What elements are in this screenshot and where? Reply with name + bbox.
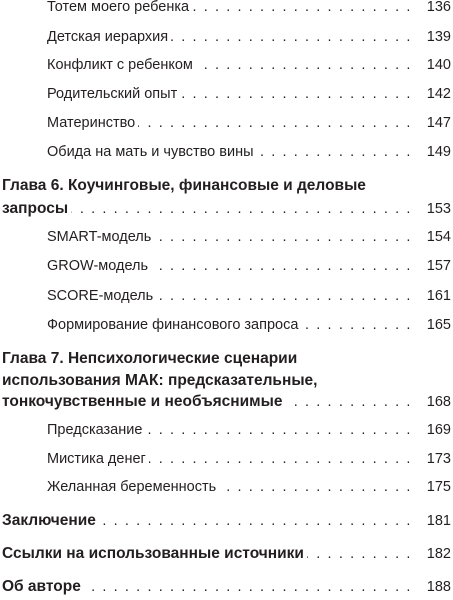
- toc-entry-title: Заключение: [2, 512, 96, 529]
- toc-entry-title: Детская иерархия: [47, 29, 169, 45]
- toc-entry-title: GROW-модель: [47, 258, 149, 274]
- toc-entry-title: Ссылки на использованные источники: [2, 545, 304, 562]
- toc-entry-title: Об авторе: [2, 578, 81, 595]
- toc-entry-hierarchy[interactable]: [0, 26, 453, 48]
- toc-entry-page: 161: [426, 288, 451, 304]
- dot-leader: [219, 476, 412, 498]
- dot-leader: [180, 83, 412, 105]
- toc-entry-page: 142: [426, 86, 451, 102]
- toc-entry-title: Обида на мать и чувство вины: [47, 144, 254, 160]
- chapter-7-title-line-2[interactable]: использования МАК: предсказательные,: [2, 372, 318, 389]
- dot-leader: [286, 391, 413, 413]
- dot-leader: [196, 54, 412, 76]
- toc-entry-title: Формирование финансового запроса: [47, 317, 299, 333]
- toc-entry-score[interactable]: [0, 285, 453, 307]
- toc-entry-page: 169: [426, 422, 451, 438]
- dot-leader: [149, 448, 412, 470]
- toc-entry-parent-experience[interactable]: [0, 83, 453, 105]
- toc-entry-title: тонкочувственные и необъяснимые: [2, 393, 283, 410]
- chapter-6-title-line-2[interactable]: [0, 198, 453, 220]
- toc-entry-title: SMART-модель: [47, 229, 152, 245]
- dot-leader: [84, 576, 412, 598]
- dot-leader: [154, 226, 412, 248]
- toc-entry-title: Родительский опыт: [47, 86, 178, 102]
- toc-entry-totem[interactable]: [0, 0, 453, 18]
- dot-leader: [71, 198, 412, 220]
- toc-entry-grow[interactable]: [0, 255, 453, 277]
- toc-entry-title: запросы: [2, 200, 69, 217]
- dot-leader: [145, 419, 412, 441]
- toc-entry-title: Мистика денег: [47, 451, 146, 467]
- toc-entry-page: 168: [426, 394, 451, 410]
- toc-entry-page: 147: [426, 115, 451, 131]
- dot-leader: [307, 543, 412, 565]
- toc-entry-title: Конфликт с ребенком: [47, 57, 193, 73]
- dot-leader: [257, 141, 412, 163]
- toc-entry-page: 165: [426, 317, 451, 333]
- toc-entry-page: 188: [426, 579, 451, 595]
- toc-entry-page: 154: [426, 229, 451, 245]
- chapter-6-title-line-1[interactable]: Глава 6. Коучинговые, финансовые и деловые: [2, 177, 366, 194]
- toc-entry-page: 182: [426, 546, 451, 562]
- toc-entry-title: Материнство: [47, 115, 136, 131]
- toc-entry-title: Предсказание: [47, 422, 143, 438]
- toc-entry-conclusion[interactable]: [0, 510, 453, 532]
- toc-entry-page: 149: [426, 144, 451, 160]
- toc-entry-page: 140: [426, 57, 451, 73]
- toc-entry-title: SCORE-модель: [47, 288, 154, 304]
- chapter-7-title-line-3[interactable]: [0, 391, 453, 413]
- dot-leader: [99, 510, 412, 532]
- toc-entry-page: 153: [426, 201, 451, 217]
- toc-entry-title: Желанная беременность: [47, 479, 217, 495]
- toc-entry-prediction[interactable]: [0, 419, 453, 441]
- toc-entry-title: Тотем моего ребенка: [47, 0, 190, 15]
- toc-entry-about-author[interactable]: [0, 576, 453, 598]
- toc-entry-smart[interactable]: [0, 226, 453, 248]
- toc-entry-references[interactable]: [0, 543, 453, 565]
- toc-entry-financial-request[interactable]: [0, 314, 453, 336]
- toc-entry-page: 173: [426, 451, 451, 467]
- dot-leader: [171, 26, 412, 48]
- toc-entry-page: 175: [426, 479, 451, 495]
- dot-leader: [192, 0, 412, 18]
- toc-entry-resentment[interactable]: [0, 141, 453, 163]
- toc-entry-page: 157: [426, 258, 451, 274]
- toc-entry-page: 136: [426, 0, 451, 15]
- dot-leader: [151, 255, 412, 277]
- toc-entry-motherhood[interactable]: [0, 112, 453, 134]
- dot-leader: [138, 112, 412, 134]
- toc-entry-conflict[interactable]: [0, 54, 453, 76]
- dot-leader: [301, 314, 412, 336]
- chapter-7-title-line-1[interactable]: Глава 7. Непсихологические сценарии: [2, 350, 298, 367]
- toc-entry-page: 181: [426, 513, 451, 529]
- toc-entry-pregnancy[interactable]: [0, 476, 453, 498]
- toc-entry-page: 139: [426, 29, 451, 45]
- toc-entry-money-mystic[interactable]: [0, 448, 453, 470]
- dot-leader: [156, 285, 412, 307]
